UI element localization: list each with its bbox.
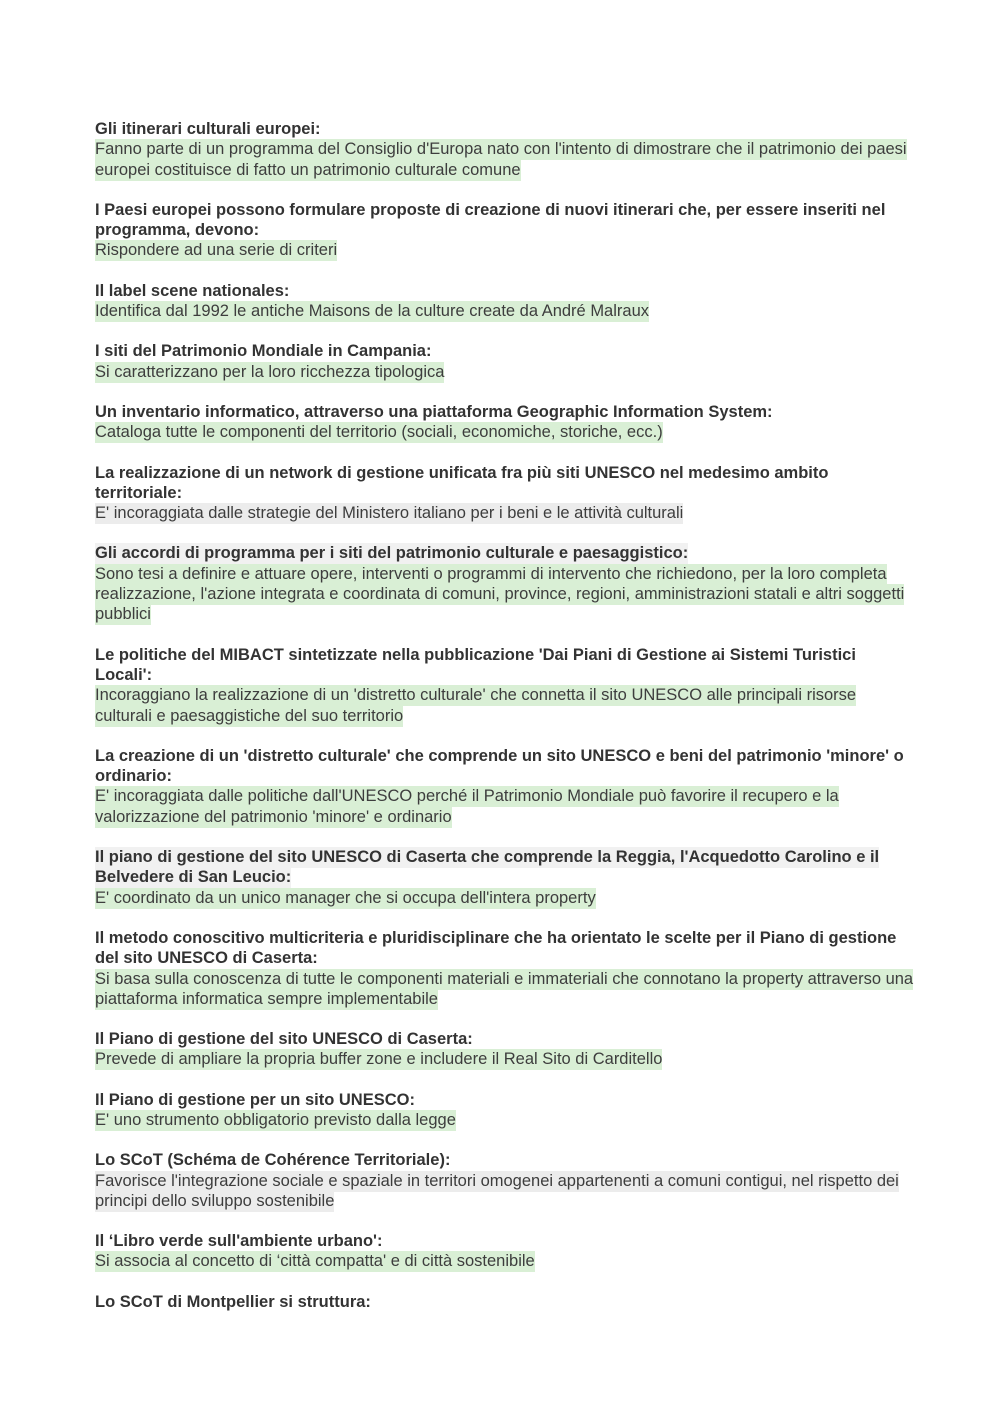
question-text <box>95 200 915 241</box>
question-label: La realizzazione di un network di gestione unificata fra più siti UNESCO nel medesimo ambito territoriale: <box>95 463 829 502</box>
question-text <box>95 1231 915 1251</box>
answer-label: Si associa al concetto di ‘città compatta' e di città sostenibile <box>95 1252 535 1271</box>
answer-label: E' incoraggiata dalle strategie del Ministero italiano per i beni e le attività culturali <box>95 504 684 523</box>
qa-item <box>95 543 915 624</box>
question-text <box>95 645 915 686</box>
question-label: I Paesi europei possono formulare proposte di creazione di nuovi itinerari che, per essere inseriti nel programma, devono: <box>95 200 886 240</box>
question-text <box>95 1150 915 1170</box>
qa-item <box>95 119 915 180</box>
answer-label: Rispondere ad una serie di criteri <box>95 241 338 260</box>
answer-text <box>95 1171 915 1212</box>
document-body <box>95 119 915 1332</box>
qa-item <box>95 928 915 1009</box>
qa-item <box>95 645 915 726</box>
answer-text <box>95 786 915 827</box>
answer-label: Fanno parte di un programma del Consiglio d'Europa nato con l'intento di dimostrare che il patrimonio dei paesi europei costituisce di fatto un patrimonio culturale comune <box>95 140 907 179</box>
answer-text <box>95 503 915 523</box>
qa-item <box>95 1292 915 1312</box>
answer-text <box>95 301 915 321</box>
qa-item <box>95 746 915 827</box>
answer-text <box>95 240 915 260</box>
answer-label: Identifica dal 1992 le antiche Maisons de la culture create da André Malraux <box>95 302 649 321</box>
answer-text <box>95 1110 915 1130</box>
question-label: Gli itinerari culturali europei: <box>95 120 321 138</box>
qa-item <box>95 402 915 443</box>
question-text <box>95 543 915 563</box>
answer-label: E' coordinato da un unico manager che si occupa dell'intera property <box>95 888 596 907</box>
question-label: Le politiche del MIBACT sintetizzate nella pubblicazione 'Dai Piani di Gestione ai Sistemi Turistici Locali': <box>95 645 856 684</box>
question-text <box>95 1090 915 1110</box>
answer-label: Cataloga tutte le componenti del territorio (sociali, economiche, storiche, ecc.) <box>95 423 663 442</box>
answer-text <box>95 969 915 1010</box>
question-label: Il ‘Libro verde sull'ambiente urbano': <box>95 1232 383 1251</box>
answer-label: Incoraggiano la realizzazione di un 'distretto culturale' che connetta il sito UNESCO alle principali risorse culturali e paesaggistiche del suo territorio <box>95 686 857 725</box>
question-label: I siti del Patrimonio Mondiale in Campania: <box>95 342 432 361</box>
question-label: Gli accordi di programma per i siti del patrimonio culturale e paesaggistico: <box>95 544 689 563</box>
question-label: Lo SCoT di Montpellier si struttura: <box>95 1292 371 1311</box>
qa-item <box>95 1029 915 1070</box>
answer-text <box>95 685 915 726</box>
answer-text <box>95 1049 915 1069</box>
answer-text <box>95 362 915 382</box>
answer-label: E' uno strumento obbligatorio previsto dalla legge <box>95 1110 456 1129</box>
question-text <box>95 1292 915 1312</box>
question-text <box>95 341 915 361</box>
question-label: Il piano di gestione del sito UNESCO di Caserta che comprende la Reggia, l'Acquedotto Carolino e il Belvedere di San Leucio: <box>95 848 880 887</box>
answer-label: Si caratterizzano per la loro ricchezza tipologica <box>95 362 445 381</box>
question-text <box>95 281 915 301</box>
question-text <box>95 463 915 504</box>
question-label: Il Piano di gestione per un sito UNESCO: <box>95 1090 415 1109</box>
answer-text <box>95 888 915 908</box>
answer-text <box>95 564 915 625</box>
qa-item <box>95 341 915 382</box>
qa-item <box>95 281 915 322</box>
question-text <box>95 402 915 422</box>
qa-item <box>95 1231 915 1272</box>
question-label: La creazione di un 'distretto culturale' che comprende un sito UNESCO e beni del patrimonio 'minore' o ordinario: <box>95 746 904 786</box>
question-text <box>95 847 915 888</box>
answer-label: Favorisce l'integrazione sociale e spaziale in territori omogenei appartenenti a comuni contigui, nel rispetto dei principi dello sviluppo sostenibile <box>95 1171 899 1210</box>
question-text <box>95 1029 915 1049</box>
question-label: Lo SCoT (Schéma de Cohérence Territoriale): <box>95 1151 451 1170</box>
answer-label: Si basa sulla conoscenza di tutte le componenti materiali e immateriali che connotano la property attraverso una piattaforma informatica sempre implementabile <box>95 969 914 1008</box>
question-text <box>95 928 915 969</box>
answer-text <box>95 1251 915 1271</box>
question-label: Il metodo conoscitivo multicriteria e pluridisciplinare che ha orientato le scelte per il Piano di gestione del sito UNESCO di Caserta: <box>95 928 897 968</box>
answer-label: E' incoraggiata dalle politiche dall'UNESCO perché il Patrimonio Mondiale può favorire il recupero e la valorizzazione del patrimonio 'minore' e ordinario <box>95 787 839 826</box>
question-label: Un inventario informatico, attraverso una piattaforma Geographic Information System: <box>95 402 773 421</box>
qa-item <box>95 463 915 524</box>
qa-item <box>95 200 915 261</box>
question-text <box>95 119 915 139</box>
answer-text <box>95 139 915 180</box>
question-label: Il label scene nationales: <box>95 281 290 300</box>
qa-item <box>95 1090 915 1131</box>
answer-label: Prevede di ampliare la propria buffer zone e includere il Real Sito di Carditello <box>95 1050 663 1069</box>
question-text <box>95 746 915 787</box>
answer-text <box>95 422 915 442</box>
question-label: Il Piano di gestione del sito UNESCO di Caserta: <box>95 1030 473 1049</box>
answer-label: Sono tesi a definire e attuare opere, interventi o programmi di intervento che richiedono, per la loro completa realizzazione, l'azione integrata e coordinata di comuni, province, regioni, amministrazioni statali e altri soggetti pubblici <box>95 564 905 624</box>
qa-item <box>95 847 915 908</box>
qa-item <box>95 1150 915 1211</box>
